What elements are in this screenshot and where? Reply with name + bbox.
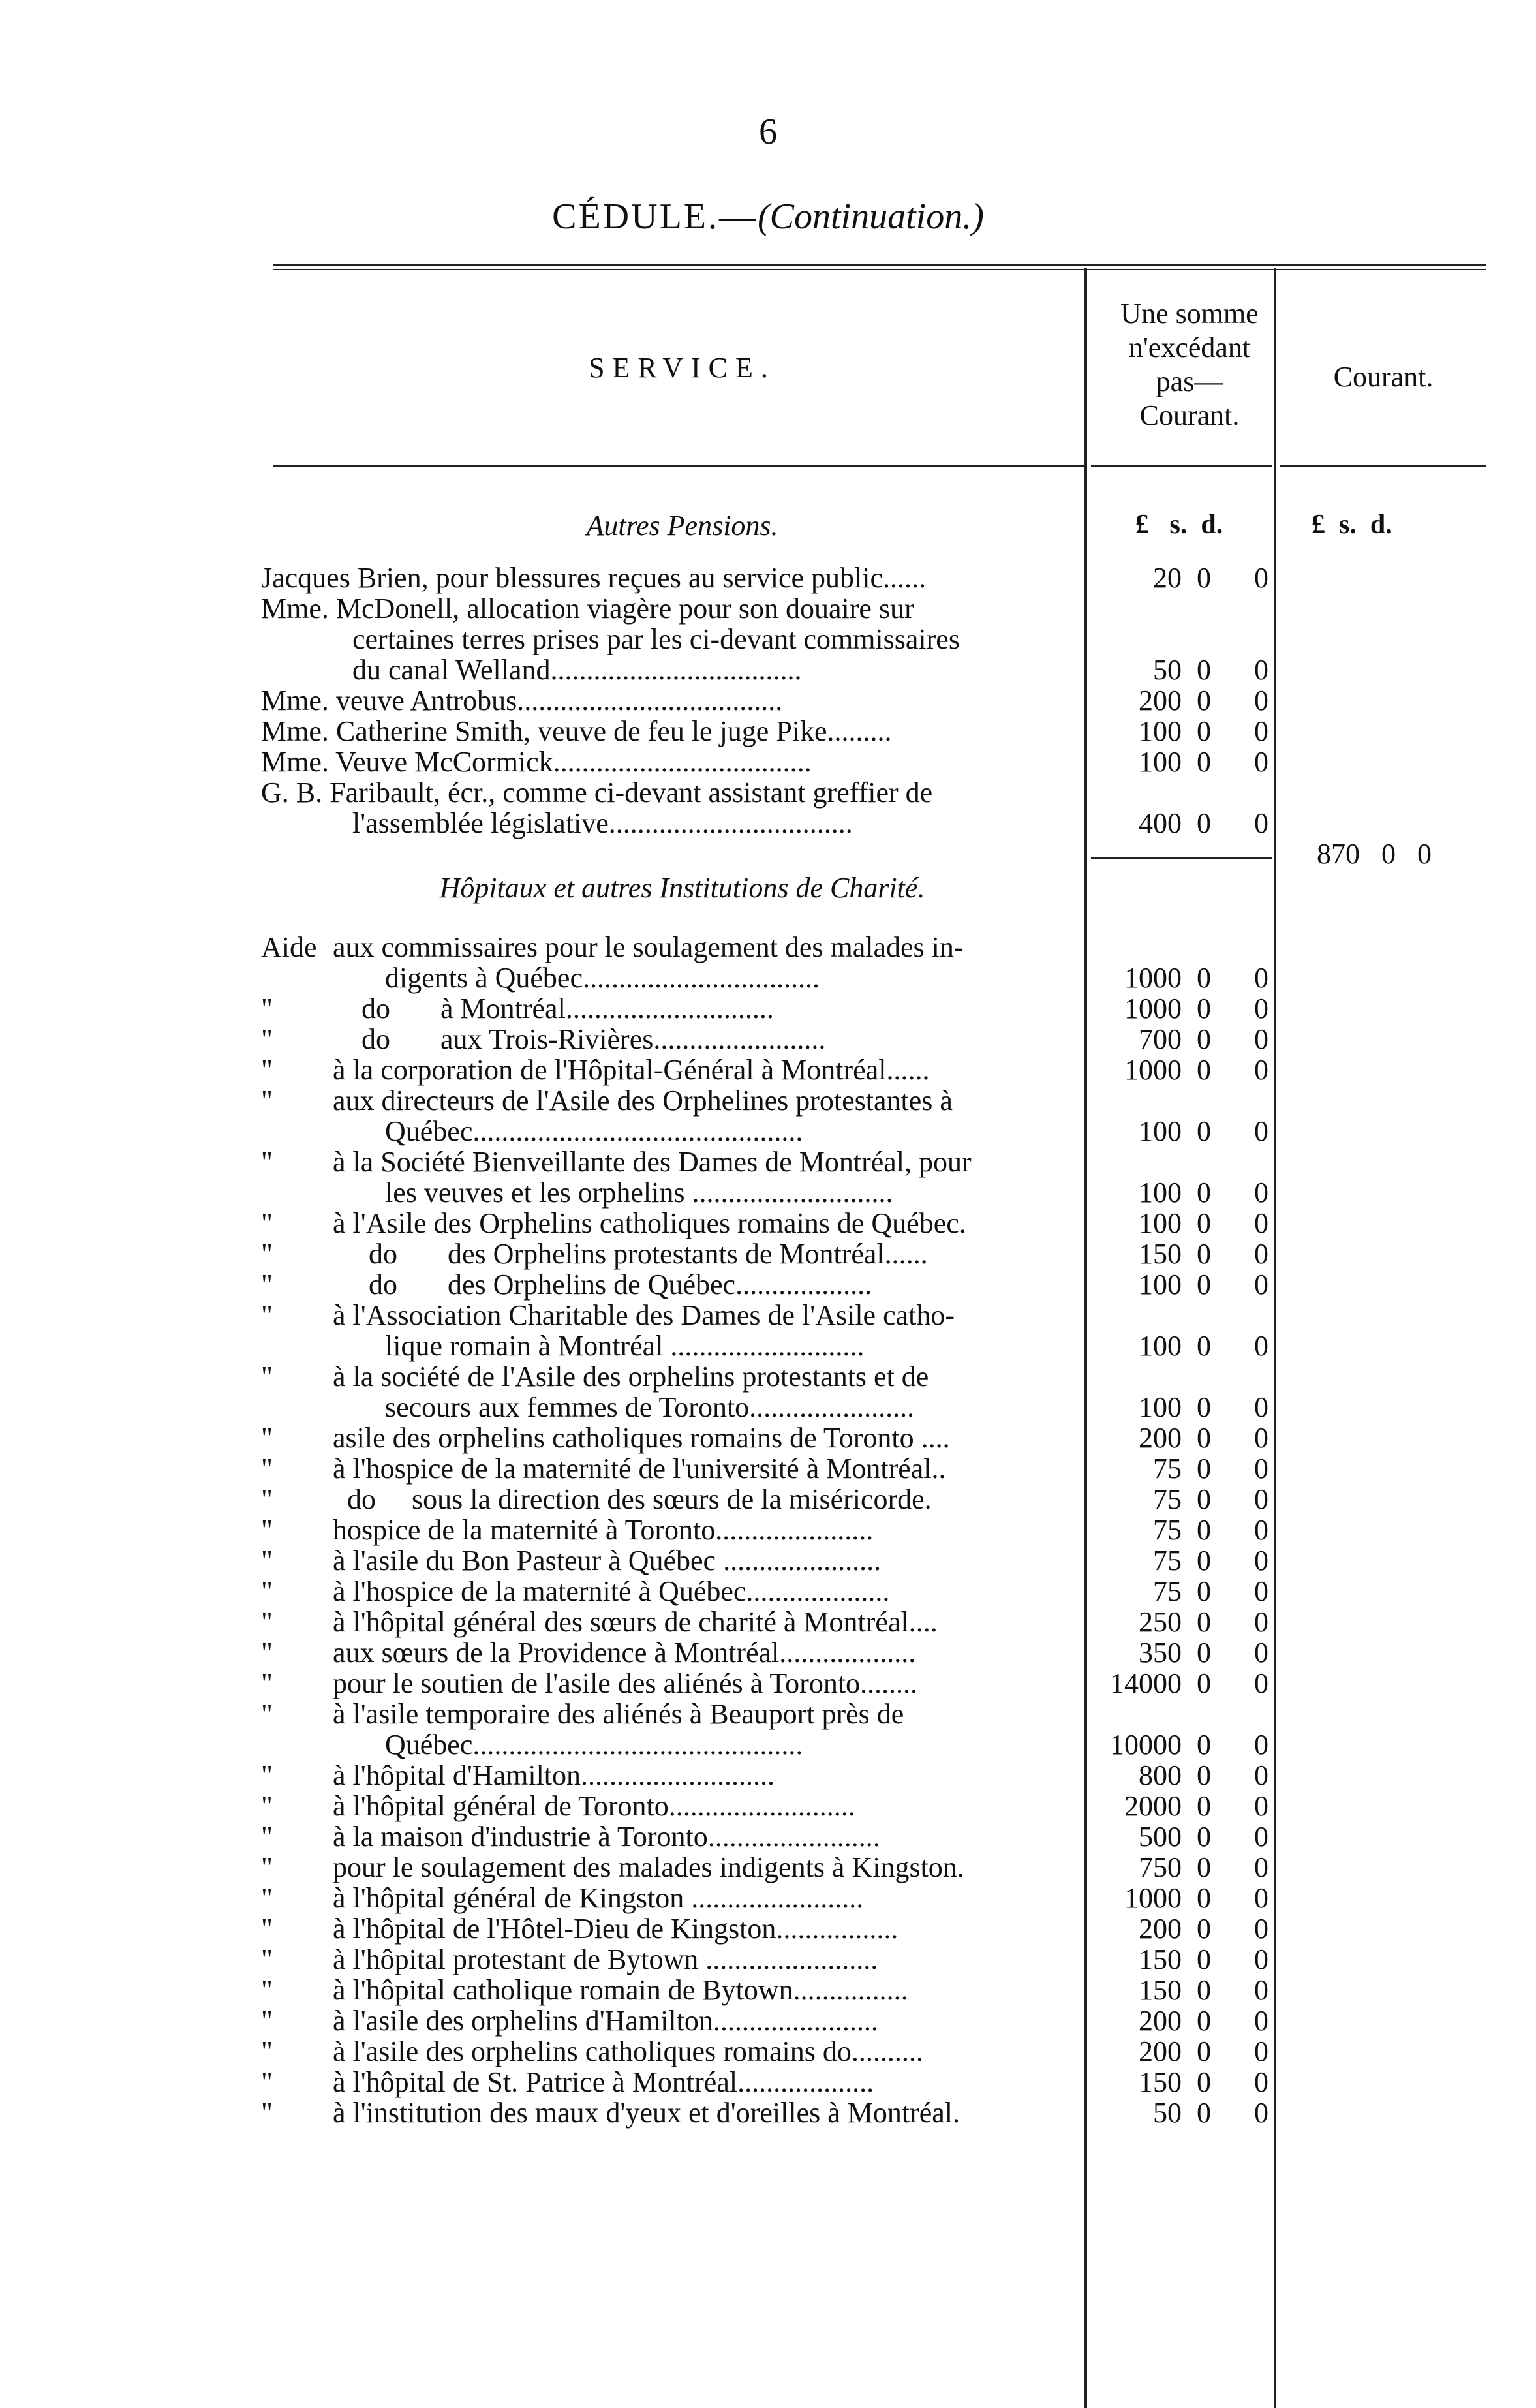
amount-pounds: 100 xyxy=(1139,1115,1182,1147)
entry-text: G. B. Faribault, écr., comme ci-devant assistant greffier de xyxy=(261,777,933,809)
entry-text: pour le soutien de l'asile des aliénés à Toronto........ xyxy=(333,1667,918,1699)
amount-pounds: 2000 xyxy=(1124,1790,1182,1822)
entry-text: à l'asile des orphelins catholiques romains do.......... xyxy=(333,2035,923,2067)
unit-somme: £ s. d. xyxy=(1135,510,1223,540)
ditto-mark: " xyxy=(261,1606,273,1638)
entry-text: do des Orphelins protestants de Montréal...... xyxy=(333,1238,928,1270)
entry-continuation: secours aux femmes de Toronto....................... xyxy=(385,1391,915,1423)
section-pensions: Autres Pensions. xyxy=(586,510,778,542)
amount-pence: 0 xyxy=(1254,562,1268,594)
entry-text: Mme. Veuve McCormick.................................... xyxy=(261,746,812,778)
amount-pence: 0 xyxy=(1254,1759,1268,1791)
amount-pence: 0 xyxy=(1254,1882,1268,1914)
entry-text: à l'Association Charitable des Dames de l'Asile catho- xyxy=(333,1299,955,1331)
pension-total: 870 0 0 xyxy=(1317,838,1432,870)
entry-line xyxy=(261,1239,1093,1269)
entry-text: aux commissaires pour le soulagement des malades in- xyxy=(333,931,964,963)
amount-pence: 0 xyxy=(1254,1207,1268,1239)
amount-shillings: 0 xyxy=(1197,1882,1211,1914)
entry-text: aux sœurs de la Providence à Montréal................... xyxy=(333,1637,916,1669)
entry-continuation: l'assemblée législative.................................. xyxy=(352,807,853,839)
ditto-mark: " xyxy=(261,2066,273,2098)
entry-text: Mme. McDonell, allocation viagère pour son douaire sur xyxy=(261,593,914,625)
amount-shillings: 0 xyxy=(1197,2066,1211,2098)
entry-text: à l'hospice de la maternité de l'université à Montréal.. xyxy=(333,1453,946,1485)
header-somme-line1: Une somme xyxy=(1120,298,1259,330)
ditto-mark: " xyxy=(261,1146,273,1178)
entry-text: Jacques Brien, pour blessures reçues au service public...... xyxy=(261,562,927,594)
amount-pounds: 150 xyxy=(1139,1974,1182,2006)
entry-line xyxy=(261,1453,1093,1484)
amount-shillings: 0 xyxy=(1197,1943,1211,1975)
amount-shillings: 0 xyxy=(1197,1851,1211,1883)
entry-line xyxy=(261,1208,1093,1239)
amount-pounds: 750 xyxy=(1139,1851,1182,1883)
ditto-mark: " xyxy=(261,1882,273,1914)
column-divider-2 xyxy=(1274,268,1276,2408)
entry-line xyxy=(261,747,1093,777)
amount-shillings: 0 xyxy=(1197,1422,1211,1454)
amount-shillings: 0 xyxy=(1197,1606,1211,1638)
entry-line xyxy=(261,1791,1093,1821)
amount-shillings: 0 xyxy=(1197,1821,1211,1853)
amount-pounds: 350 xyxy=(1139,1637,1182,1669)
ditto-mark: " xyxy=(261,1851,273,1883)
amount-shillings: 0 xyxy=(1197,1207,1211,1239)
entry-line xyxy=(261,1913,1093,1944)
amount-pounds: 75 xyxy=(1153,1575,1182,1607)
title-continuation: (Continuation.) xyxy=(757,196,984,237)
title-main: CÉDULE.— xyxy=(552,196,758,237)
entry-line xyxy=(261,1760,1093,1791)
entry-text: à l'hôpital général de Toronto.......................... xyxy=(333,1790,855,1822)
amount-pence: 0 xyxy=(1254,1943,1268,1975)
amount-pence: 0 xyxy=(1254,1269,1268,1301)
amount-pounds: 10000 xyxy=(1110,1729,1182,1761)
amount-shillings: 0 xyxy=(1197,1023,1211,1055)
amount-pounds: 150 xyxy=(1139,2066,1182,2098)
ditto-mark: " xyxy=(261,1974,273,2006)
amount-pence: 0 xyxy=(1254,1729,1268,1761)
amount-pence: 0 xyxy=(1254,2005,1268,2037)
header-somme-line2: n'excédant xyxy=(1128,332,1251,363)
ditto-mark: " xyxy=(261,1054,273,1086)
ditto-mark: " xyxy=(261,1483,273,1515)
ditto-mark: " xyxy=(261,1698,273,1730)
header-somme-line4: Courant. xyxy=(1139,399,1240,431)
amount-shillings: 0 xyxy=(1197,1790,1211,1822)
entry-line xyxy=(261,1085,1093,1116)
entry-text: à la société de l'Asile des orphelins protestants et de xyxy=(333,1361,929,1393)
amount-pounds: 700 xyxy=(1139,1023,1182,1055)
header-somme xyxy=(1088,297,1291,433)
entry-line xyxy=(261,1515,1093,1545)
header-rule-right xyxy=(1280,465,1486,467)
amount-shillings: 0 xyxy=(1197,1238,1211,1270)
amount-pounds: 75 xyxy=(1153,1545,1182,1577)
entry-text: à l'asile du Bon Pasteur à Québec ...................... xyxy=(333,1545,882,1577)
amount-pence: 0 xyxy=(1254,1821,1268,1853)
amount-pence: 0 xyxy=(1254,1514,1268,1546)
amount-pounds: 1000 xyxy=(1124,1054,1182,1086)
ditto-mark: " xyxy=(261,2097,273,2129)
unit-courant: £ s. d. xyxy=(1312,510,1392,540)
amount-shillings: 0 xyxy=(1197,2005,1211,2037)
entry-text: pour le soulagement des malades indigents à Kingston. xyxy=(333,1851,964,1883)
ditto-mark: " xyxy=(261,1759,273,1791)
entry-line xyxy=(261,593,1093,624)
amount-pence: 0 xyxy=(1254,1483,1268,1515)
amount-shillings: 0 xyxy=(1197,1514,1211,1546)
entry-continuation: certaines terres prises par les ci-devant commissaires xyxy=(352,623,960,655)
amount-pounds: 50 xyxy=(1153,2097,1182,2129)
amount-shillings: 0 xyxy=(1197,1667,1211,1699)
ditto-mark: " xyxy=(261,1269,273,1301)
amount-shillings: 0 xyxy=(1197,1575,1211,1607)
amount-shillings: 0 xyxy=(1197,1391,1211,1423)
amount-shillings: 0 xyxy=(1197,1545,1211,1577)
amount-shillings: 0 xyxy=(1197,1330,1211,1362)
amount-pence: 0 xyxy=(1254,2035,1268,2067)
amount-pence: 0 xyxy=(1254,1851,1268,1883)
amount-pounds: 75 xyxy=(1153,1514,1182,1546)
ditto-mark: " xyxy=(261,2035,273,2067)
amount-shillings: 0 xyxy=(1197,654,1211,686)
ditto-mark: " xyxy=(261,1943,273,1975)
ditto-mark: " xyxy=(261,1545,273,1577)
entry-line xyxy=(261,2005,1093,2036)
entry-line xyxy=(261,1576,1093,1607)
entry-text: à l'hôpital protestant de Bytown ........................ xyxy=(333,1943,878,1975)
amount-shillings: 0 xyxy=(1197,1054,1211,1086)
entry-line xyxy=(261,993,1093,1024)
entry-line xyxy=(261,1699,1093,1729)
entry-continuation: digents à Québec................................. xyxy=(385,962,820,994)
ditto-mark: " xyxy=(261,1361,273,1393)
ditto-mark: " xyxy=(261,993,273,1025)
amount-pounds: 800 xyxy=(1139,1759,1182,1791)
amount-pounds: 100 xyxy=(1139,1391,1182,1423)
entry-line xyxy=(261,1975,1093,2005)
amount-pence: 0 xyxy=(1254,1575,1268,1607)
entry-text: asile des orphelins catholiques romains de Toronto .... xyxy=(333,1422,950,1454)
pension-subtotal-rule xyxy=(1091,857,1272,859)
ditto-mark: " xyxy=(261,1422,273,1454)
amount-shillings: 0 xyxy=(1197,807,1211,839)
entry-text: à la corporation de l'Hôpital-Général à Montréal...... xyxy=(333,1054,930,1086)
ditto-mark: " xyxy=(261,1514,273,1546)
entry-text: do des Orphelins de Québec................... xyxy=(333,1269,872,1301)
amount-pounds: 1000 xyxy=(1124,962,1182,994)
entry-text: Mme. Catherine Smith, veuve de feu le juge Pike......... xyxy=(261,715,892,747)
amount-pounds: 1000 xyxy=(1124,993,1182,1025)
ditto-mark: " xyxy=(261,1299,273,1331)
entry-line xyxy=(261,1607,1093,1637)
page-title xyxy=(0,196,1536,238)
entry-text: à l'hôpital général des sœurs de charité à Montréal.... xyxy=(333,1606,938,1638)
amount-pence: 0 xyxy=(1254,1637,1268,1669)
amount-shillings: 0 xyxy=(1197,685,1211,717)
amount-pence: 0 xyxy=(1254,685,1268,717)
entry-line xyxy=(261,1269,1093,1300)
top-rule xyxy=(273,264,1486,266)
entry-line xyxy=(261,1361,1093,1392)
entry-line xyxy=(261,1852,1093,1883)
amount-pounds: 1000 xyxy=(1124,1882,1182,1914)
amount-pounds: 20 xyxy=(1153,562,1182,594)
entry-continuation: Québec.............................................. xyxy=(385,1729,803,1761)
amount-pounds: 75 xyxy=(1153,1483,1182,1515)
header-rule xyxy=(273,465,1084,467)
amount-shillings: 0 xyxy=(1197,1759,1211,1791)
entry-continuation: Québec.............................................. xyxy=(385,1115,803,1147)
amount-pounds: 100 xyxy=(1139,1177,1182,1209)
amount-pence: 0 xyxy=(1254,962,1268,994)
amount-pounds: 400 xyxy=(1139,807,1182,839)
amount-pounds: 200 xyxy=(1139,685,1182,717)
entry-line xyxy=(261,2097,1093,2128)
header-rule-mid xyxy=(1091,465,1272,467)
entry-line xyxy=(261,932,1093,963)
amount-pence: 0 xyxy=(1254,1023,1268,1055)
ditto-mark: " xyxy=(261,1821,273,1853)
entry-text: do aux Trois-Rivières........................ xyxy=(333,1023,826,1055)
ditto-mark: " xyxy=(261,1575,273,1607)
amount-pounds: 100 xyxy=(1139,715,1182,747)
amount-pence: 0 xyxy=(1254,1790,1268,1822)
amount-pounds: 150 xyxy=(1139,1238,1182,1270)
ditto-mark: " xyxy=(261,1023,273,1055)
amount-pounds: 200 xyxy=(1139,1913,1182,1945)
entry-line xyxy=(261,1423,1093,1453)
amount-pence: 0 xyxy=(1254,654,1268,686)
page-number: 6 xyxy=(759,112,777,152)
amount-pounds: 14000 xyxy=(1110,1667,1182,1699)
amount-pounds: 100 xyxy=(1139,1269,1182,1301)
ditto-mark: " xyxy=(261,1790,273,1822)
amount-pence: 0 xyxy=(1254,1974,1268,2006)
entry-text: do sous la direction des sœurs de la miséricorde. xyxy=(333,1483,932,1515)
ditto-mark: " xyxy=(261,1913,273,1945)
amount-shillings: 0 xyxy=(1197,1177,1211,1209)
amount-shillings: 0 xyxy=(1197,562,1211,594)
amount-pence: 0 xyxy=(1254,993,1268,1025)
entry-continuation: du canal Welland................................... xyxy=(352,654,802,686)
entry-line xyxy=(261,2036,1093,2067)
entry-line xyxy=(261,563,1093,593)
amount-pence: 0 xyxy=(1254,1238,1268,1270)
amount-pence: 0 xyxy=(1254,1453,1268,1485)
ditto-mark: " xyxy=(261,1085,273,1117)
amount-pence: 0 xyxy=(1254,715,1268,747)
amount-pounds: 75 xyxy=(1153,1453,1182,1485)
amount-pence: 0 xyxy=(1254,746,1268,778)
entry-line xyxy=(261,1637,1093,1668)
amount-pence: 0 xyxy=(1254,1054,1268,1086)
entry-text: à l'asile temporaire des aliénés à Beauport près de xyxy=(333,1698,904,1730)
amount-pounds: 200 xyxy=(1139,1422,1182,1454)
amount-shillings: 0 xyxy=(1197,1483,1211,1515)
amount-pence: 0 xyxy=(1254,1177,1268,1209)
entry-text: à l'hôpital catholique romain de Bytown................ xyxy=(333,1974,908,2006)
entry-text: à l'Asile des Orphelins catholiques romains de Québec. xyxy=(333,1207,966,1239)
amount-shillings: 0 xyxy=(1197,962,1211,994)
entry-line xyxy=(261,1055,1093,1085)
entry-line xyxy=(261,1147,1093,1177)
amount-shillings: 0 xyxy=(1197,1729,1211,1761)
amount-pence: 0 xyxy=(1254,1606,1268,1638)
amount-shillings: 0 xyxy=(1197,715,1211,747)
entry-text: à l'hôpital d'Hamilton........................... xyxy=(333,1759,775,1791)
entry-line xyxy=(261,716,1093,747)
entry-line xyxy=(261,1545,1093,1576)
entry-line xyxy=(261,1024,1093,1055)
amount-pounds: 500 xyxy=(1139,1821,1182,1853)
top-rule-2 xyxy=(273,269,1486,270)
ditto-mark: " xyxy=(261,2005,273,2037)
amount-pence: 0 xyxy=(1254,1667,1268,1699)
entry-line xyxy=(261,2067,1093,2097)
header-somme-line3: pas— xyxy=(1156,365,1223,397)
amount-pounds: 50 xyxy=(1153,654,1182,686)
entry-text: Mme. veuve Antrobus..................................... xyxy=(261,685,783,717)
section-hopitaux: Hôpitaux et autres Institutions de Charité. xyxy=(439,872,925,904)
ditto-mark: " xyxy=(261,1637,273,1669)
amount-shillings: 0 xyxy=(1197,2035,1211,2067)
amount-shillings: 0 xyxy=(1197,1453,1211,1485)
entry-line xyxy=(261,685,1093,716)
entry-text: à l'hospice de la maternité à Québec.................... xyxy=(333,1575,890,1607)
amount-shillings: 0 xyxy=(1197,746,1211,778)
entry-line xyxy=(261,1821,1093,1852)
amount-shillings: 0 xyxy=(1197,1637,1211,1669)
entry-continuation: les veuves et les orphelins ............................ xyxy=(385,1177,893,1209)
entry-continuation: lique romain à Montréal ........................... xyxy=(385,1330,865,1362)
amount-shillings: 0 xyxy=(1197,2097,1211,2129)
amount-pounds: 150 xyxy=(1139,1943,1182,1975)
amount-pounds: 250 xyxy=(1139,1606,1182,1638)
entry-text: aux directeurs de l'Asile des Orphelines protestantes à xyxy=(333,1085,953,1117)
entry-line xyxy=(261,1944,1093,1975)
entry-text: do à Montréal............................. xyxy=(333,993,774,1025)
entry-line xyxy=(261,1668,1093,1699)
ditto-mark: " xyxy=(261,1238,273,1270)
entry-text: hospice de la maternité à Toronto...................... xyxy=(333,1514,874,1546)
amount-pence: 0 xyxy=(1254,1913,1268,1945)
entry-text: à l'asile des orphelins d'Hamilton....................... xyxy=(333,2005,878,2037)
amount-shillings: 0 xyxy=(1197,1913,1211,1945)
amount-shillings: 0 xyxy=(1197,993,1211,1025)
amount-pence: 0 xyxy=(1254,1115,1268,1147)
ditto-mark: " xyxy=(261,1453,273,1485)
amount-pence: 0 xyxy=(1254,1330,1268,1362)
amount-shillings: 0 xyxy=(1197,1115,1211,1147)
header-courant: Courant. xyxy=(1333,361,1434,393)
amount-pounds: 100 xyxy=(1139,746,1182,778)
entry-line xyxy=(261,1484,1093,1515)
ditto-mark: " xyxy=(261,1207,273,1239)
amount-pounds: 100 xyxy=(1139,1207,1182,1239)
entry-line xyxy=(261,777,1093,808)
amount-pence: 0 xyxy=(1254,1545,1268,1577)
entry-text: à la Société Bienveillante des Dames de Montréal, pour xyxy=(333,1146,972,1178)
entry-line xyxy=(261,1300,1093,1331)
entry-text: à l'hôpital de St. Patrice à Montréal................... xyxy=(333,2066,874,2098)
amount-pounds: 200 xyxy=(1139,2005,1182,2037)
entry-text: à la maison d'industrie à Toronto........................ xyxy=(333,1821,880,1853)
amount-pence: 0 xyxy=(1254,1422,1268,1454)
ditto-mark: " xyxy=(261,1667,273,1699)
amount-pounds: 100 xyxy=(1139,1330,1182,1362)
amount-pence: 0 xyxy=(1254,807,1268,839)
header-service: SERVICE. xyxy=(589,352,776,384)
amount-shillings: 0 xyxy=(1197,1974,1211,2006)
amount-pounds: 200 xyxy=(1139,2035,1182,2067)
amount-shillings: 0 xyxy=(1197,1269,1211,1301)
ditto-mark: Aide xyxy=(261,931,317,963)
amount-pence: 0 xyxy=(1254,2066,1268,2098)
entry-text: à l'hôpital général de Kingston ........................ xyxy=(333,1882,864,1914)
amount-pence: 0 xyxy=(1254,2097,1268,2129)
entry-line xyxy=(261,1883,1093,1913)
entry-text: à l'hôpital de l'Hôtel-Dieu de Kingston................. xyxy=(333,1913,899,1945)
amount-pence: 0 xyxy=(1254,1391,1268,1423)
entry-text: à l'institution des maux d'yeux et d'oreilles à Montréal. xyxy=(333,2097,960,2129)
